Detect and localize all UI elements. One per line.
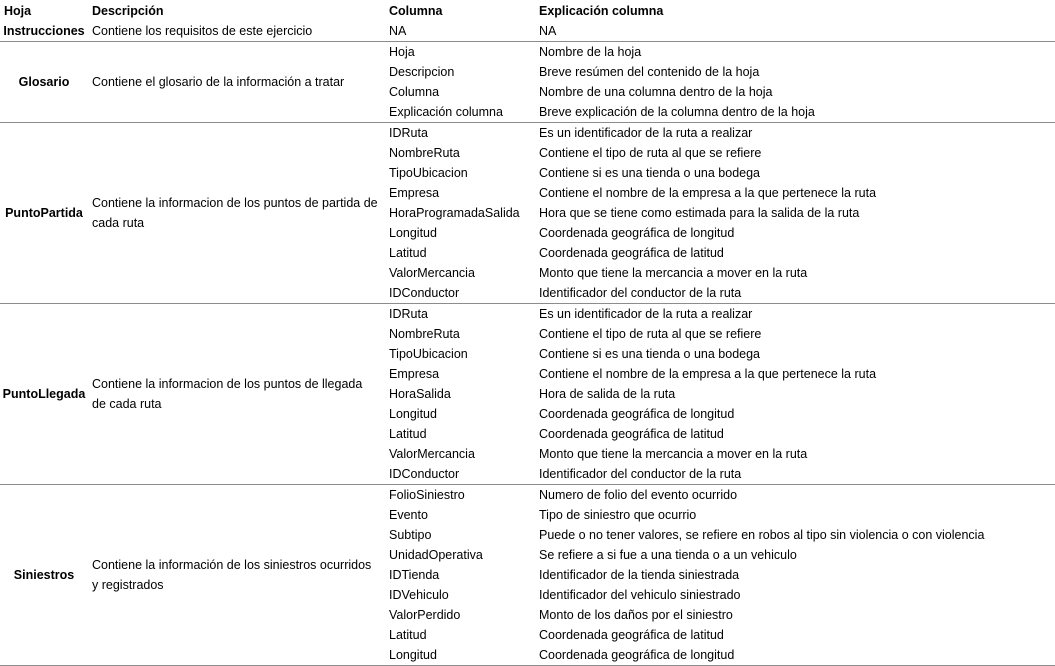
column-explanation: Hora que se tiene como estimada para la salida de la ruta xyxy=(539,206,860,220)
column-explanation: Monto que tiene la mercancia a mover en la ruta xyxy=(539,447,808,461)
column-explanation: Breve explicación de la columna dentro de la hoja xyxy=(535,102,1055,123)
header-row xyxy=(0,0,1055,21)
table-body xyxy=(0,21,1055,666)
column-name: Latitud xyxy=(389,628,427,642)
column-name: Latitud xyxy=(389,427,427,441)
header-explicacion: Explicación columna xyxy=(539,3,664,18)
column-name: TipoUbicacion xyxy=(389,166,468,180)
column-name: HoraSalida xyxy=(389,387,451,401)
column-explanation: Coordenada geográfica de latitud xyxy=(539,628,724,642)
column-explanation: Es un identificador de la ruta a realizar xyxy=(539,307,753,321)
header-columna: Columna xyxy=(389,3,443,18)
column-explanation: Coordenada geográfica de longitud xyxy=(539,226,735,240)
column-name: ValorPerdido xyxy=(389,608,461,622)
column-name: Empresa xyxy=(389,367,440,381)
sheet-name: Siniestros xyxy=(0,485,88,666)
column-explanation: Puede o no tener valores, se refiere en robos al tipo sin violencia o con violencia xyxy=(539,528,985,542)
column-name: IDConductor xyxy=(385,283,535,304)
column-explanation: Contiene si es una tienda o una bodega xyxy=(539,347,761,361)
sheet-name: PuntoPartida xyxy=(0,123,88,304)
sheet-description: Contiene la información de los siniestros ocurridos y registrados xyxy=(88,485,385,666)
sheet-description: Contiene la informacion de los puntos de partida de cada ruta xyxy=(88,123,385,304)
column-explanation: Contiene el tipo de ruta al que se refiere xyxy=(539,146,762,160)
column-explanation: Coordenada geográfica de latitud xyxy=(539,246,724,260)
column-name: HoraProgramadaSalida xyxy=(389,206,520,220)
column-explanation: Breve resúmen del contenido de la hoja xyxy=(539,65,760,79)
sheet-name: PuntoLlegada xyxy=(0,304,88,485)
column-name: Evento xyxy=(389,508,428,522)
column-explanation: Identificador del vehiculo siniestrado xyxy=(539,588,741,602)
column-explanation: Identificador de la tienda siniestrada xyxy=(539,568,740,582)
column-name: Descripcion xyxy=(389,65,455,79)
column-name: ValorMercancia xyxy=(389,447,475,461)
column-name: UnidadOperativa xyxy=(389,548,483,562)
column-name: Hoja xyxy=(389,45,415,59)
column-name: IDConductor xyxy=(385,464,535,485)
column-name: Longitud xyxy=(389,407,437,421)
column-explanation: Monto de los daños por el siniestro xyxy=(539,608,733,622)
column-name: IDRuta xyxy=(389,126,428,140)
column-explanation: Es un identificador de la ruta a realizar xyxy=(539,126,753,140)
column-explanation: Coordenada geográfica de longitud xyxy=(535,645,1055,666)
column-name: TipoUbicacion xyxy=(389,347,468,361)
column-explanation: Coordenada geográfica de latitud xyxy=(539,427,724,441)
column-name: Subtipo xyxy=(389,528,432,542)
sheet-description: Contiene la informacion de los puntos de llegada de cada ruta xyxy=(88,304,385,485)
sheet-name: Glosario xyxy=(0,42,88,123)
column-name: IDVehiculo xyxy=(389,588,449,602)
column-name: Latitud xyxy=(389,246,427,260)
column-explanation: Contiene el tipo de ruta al que se refiere xyxy=(539,327,762,341)
column-explanation: Contiene si es una tienda o una bodega xyxy=(539,166,761,180)
column-explanation: Nombre de una columna dentro de la hoja xyxy=(539,85,773,99)
table-row xyxy=(0,304,1055,325)
table-row xyxy=(0,123,1055,144)
column-name: Longitud xyxy=(385,645,535,666)
column-name: IDRuta xyxy=(389,307,428,321)
column-explanation: Se refiere a si fue a una tienda o a un vehiculo xyxy=(539,548,797,562)
column-name: IDTienda xyxy=(389,568,440,582)
column-name: Longitud xyxy=(389,226,437,240)
column-explanation: Monto que tiene la mercancia a mover en la ruta xyxy=(539,266,808,280)
column-explanation: Tipo de siniestro que ocurrio xyxy=(539,508,697,522)
column-explanation: Nombre de la hoja xyxy=(539,45,642,59)
column-explanation: Identificador del conductor de la ruta xyxy=(535,464,1055,485)
column-explanation: Contiene el nombre de la empresa a la que pertenece la ruta xyxy=(539,367,877,381)
table-row xyxy=(0,21,1055,42)
column-explanation: Hora de salida de la ruta xyxy=(539,387,676,401)
sheet-name: Instrucciones xyxy=(0,21,88,42)
column-name: ValorMercancia xyxy=(389,266,475,280)
column-explanation: Contiene el nombre de la empresa a la que pertenece la ruta xyxy=(539,186,877,200)
column-name: NombreRuta xyxy=(389,146,460,160)
table-row xyxy=(0,485,1055,506)
sheet-description: Contiene los requisitos de este ejercicio xyxy=(88,21,385,42)
column-name: Empresa xyxy=(389,186,440,200)
column-name: Columna xyxy=(389,85,440,99)
table-row xyxy=(0,42,1055,63)
column-explanation: Coordenada geográfica de longitud xyxy=(539,407,735,421)
sheet-description: Contiene el glosario de la información a tratar xyxy=(88,42,385,123)
header-descripcion: Descripción xyxy=(92,3,164,18)
column-name: Explicación columna xyxy=(385,102,535,123)
column-name: FolioSiniestro xyxy=(389,488,465,502)
column-explanation: Numero de folio del evento ocurrido xyxy=(539,488,738,502)
column-explanation: NA xyxy=(535,21,1055,42)
column-name: NA xyxy=(385,21,535,42)
column-name: NombreRuta xyxy=(389,327,460,341)
header-hoja: Hoja xyxy=(4,3,32,18)
column-explanation: Identificador del conductor de la ruta xyxy=(535,283,1055,304)
